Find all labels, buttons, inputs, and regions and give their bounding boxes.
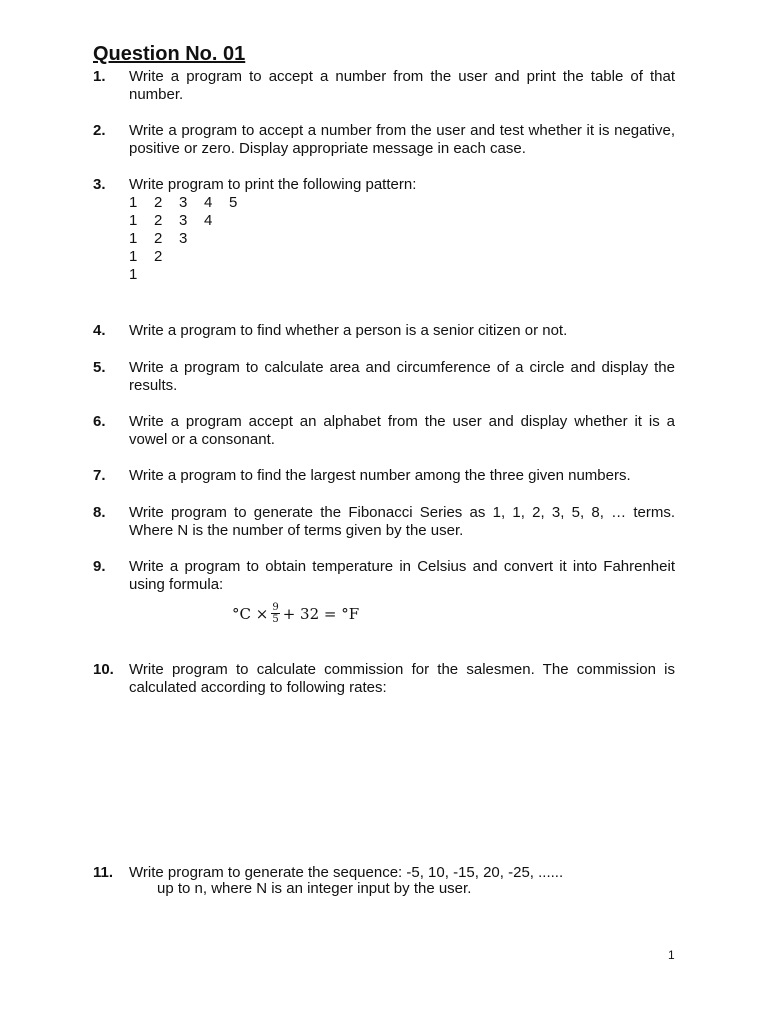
question-text: Write program to generate the Fibonacci Series as 1, 1, 2, 3, 5, 8, … terms. Where N is the number of terms given by the user. bbox=[129, 504, 675, 539]
question-number: 4. bbox=[93, 322, 106, 339]
question-3 bbox=[93, 176, 675, 194]
question-number: 7. bbox=[93, 467, 106, 484]
question-2 bbox=[93, 122, 675, 158]
question-9 bbox=[93, 558, 675, 594]
question-6 bbox=[93, 413, 675, 449]
question-number: 6. bbox=[93, 413, 106, 430]
question-text: Write program to calculate commission for the salesmen. The commission is calculated according to following rates: bbox=[129, 661, 675, 696]
question-text: Write a program to find whether a person is a senior citizen or not. bbox=[129, 322, 568, 339]
question-text: Write program to generate the sequence: -5, 10, -15, 20, -25, ...... bbox=[129, 864, 564, 881]
question-text: Write a program to find the largest number among the three given numbers. bbox=[129, 467, 631, 484]
question-11-continuation: up to n, where N is an integer input by the user. bbox=[157, 880, 472, 897]
question-text: Write a program to accept a number from the user and print the table of that number. bbox=[129, 68, 675, 103]
formula-fraction bbox=[271, 602, 279, 625]
question-number: 2. bbox=[93, 122, 106, 139]
question-text: Write a program to accept a number from the user and test whether it is negative, positive or zero. Display appropriate message in each case. bbox=[129, 122, 675, 157]
page-number: 1 bbox=[668, 948, 675, 962]
question-text: Write a program to obtain temperature in Celsius and convert it into Fahrenheit using formula: bbox=[129, 558, 675, 593]
question-number: 10. bbox=[93, 661, 114, 678]
question-8 bbox=[93, 504, 675, 540]
question-number: 5. bbox=[93, 359, 106, 376]
question-number: 9. bbox=[93, 558, 106, 575]
question-number: 1. bbox=[93, 68, 106, 85]
question-text: Write a program to calculate area and circumference of a circle and display the results. bbox=[129, 359, 675, 394]
question-5 bbox=[93, 359, 675, 395]
question-number: 3. bbox=[93, 176, 106, 193]
question-1 bbox=[93, 68, 675, 104]
conversion-formula bbox=[232, 602, 359, 625]
question-10 bbox=[93, 661, 675, 697]
formula-right: + 32 = °F bbox=[282, 604, 360, 623]
page-title: Question No. 01 bbox=[93, 43, 246, 65]
pattern-row: 1 2 3 bbox=[129, 230, 188, 247]
pattern-row: 1 2 3 4 bbox=[129, 212, 213, 229]
pattern-row: 1 2 3 4 5 bbox=[129, 194, 238, 211]
question-7 bbox=[93, 467, 675, 485]
question-number: 8. bbox=[93, 504, 106, 521]
fraction-numerator: 9 bbox=[272, 602, 279, 613]
pattern-row: 1 2 bbox=[129, 248, 163, 265]
question-number: 11. bbox=[93, 864, 114, 881]
formula-left: °C × bbox=[232, 604, 269, 623]
question-text: Write program to print the following pattern: bbox=[129, 176, 417, 193]
question-text: Write a program accept an alphabet from the user and display whether it is a vowel or a consonant. bbox=[129, 413, 675, 448]
pattern-row: 1 bbox=[129, 266, 138, 283]
number-pattern bbox=[129, 194, 254, 284]
fraction-denominator: 5 bbox=[272, 614, 279, 625]
question-4 bbox=[93, 322, 675, 340]
